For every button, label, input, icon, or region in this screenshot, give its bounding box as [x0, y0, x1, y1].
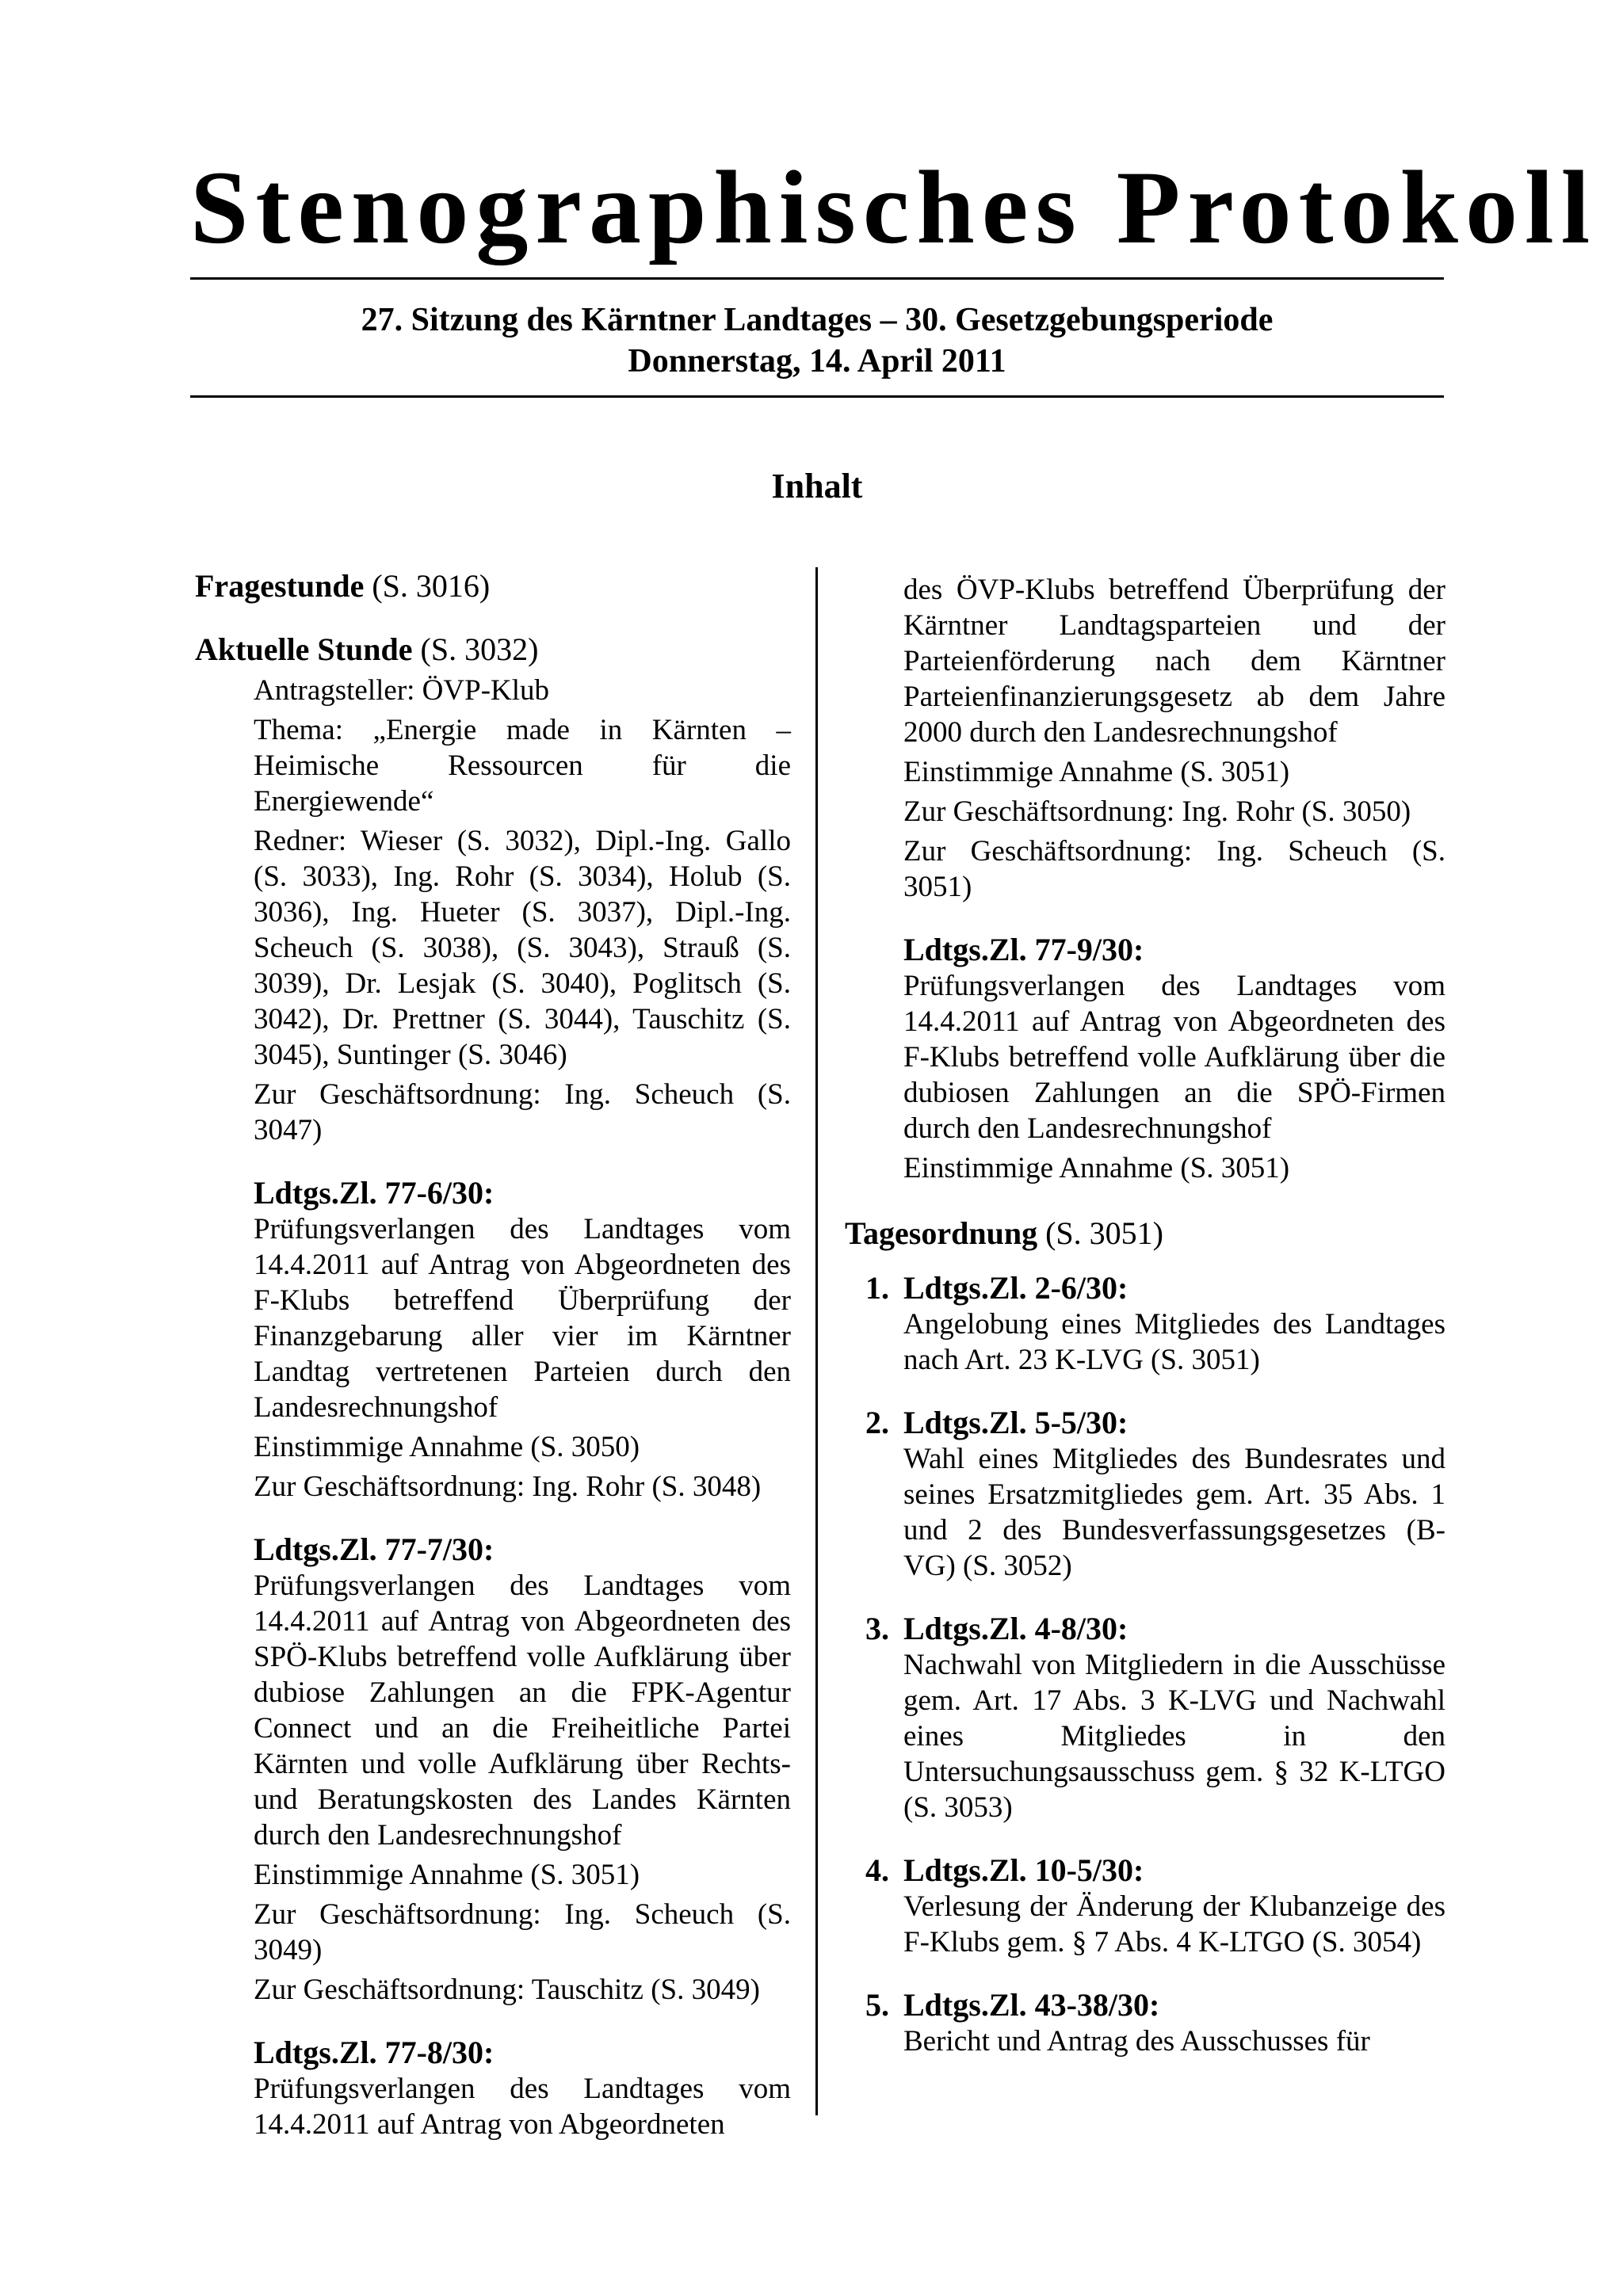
- geschaeftsordnung-text: Zur Geschäftsordnung: Ing. Scheuch (S. 3049): [254, 1898, 791, 1966]
- agenda-text: Verlesung der Änderung der Klubanzeige des F-Klubs gem. § 7 Abs. 4 K-LTGO (S. 3054): [903, 1890, 1445, 1958]
- antragsteller-text: Antragsteller: ÖVP-Klub: [254, 674, 550, 707]
- right-column: [845, 572, 1445, 2059]
- agenda-item: [845, 1852, 1445, 1960]
- agenda-item: [845, 1270, 1445, 1378]
- agenda-title: Ldtgs.Zl. 10-5/30:: [903, 1852, 1144, 1888]
- entry-text: Prüfungsverlangen des Landtages vom 14.4.2011 auf Antrag von Abgeordneten des F-Klubs betreffend Überprüfung der Finanzgebarung aller vier im Kärntner Landtag vertretenen Parteien durch den Landesrechnungshof: [254, 1213, 791, 1424]
- entry-text: Prüfungsverlangen des Landtages vom 14.4.2011 auf Antrag von Abgeordneten des F-Klubs betreffend volle Aufklärung über die dubiosen Zahlungen an die SPÖ-Firmen durch den Landesrechnungshof: [903, 970, 1445, 1145]
- agenda-item: [845, 1611, 1445, 1825]
- column-divider: [815, 567, 818, 2115]
- left-column: [195, 567, 791, 2142]
- entry-text: Prüfungsverlangen des Landtages vom 14.4.2011 auf Antrag von Abgeordneten des SPÖ-Klubs betreffend volle Aufklärung über dubiose Zahlungen an die FPK-Agentur Connect und an die Freiheitliche Partei Kärnten und volle Aufklärung über Rechts- und Beratungskosten des Landes Kärnten durch den Landesrechnungshof: [254, 1569, 791, 1852]
- agenda-number: 3.: [865, 1611, 889, 1646]
- agenda-title: Ldtgs.Zl. 2-6/30:: [903, 1270, 1128, 1306]
- annahme-text: Einstimmige Annahme (S. 3050): [254, 1431, 640, 1463]
- contents-heading: Inhalt: [771, 467, 863, 505]
- session-line: 27. Sitzung des Kärntner Landtages – 30. Gesetzgebungsperiode: [361, 302, 1274, 338]
- annahme-text: Einstimmige Annahme (S. 3051): [254, 1859, 640, 1891]
- section-page: (S. 3051): [1045, 1215, 1163, 1251]
- entry-title: Ldtgs.Zl. 77-7/30:: [254, 1531, 495, 1567]
- entry-title: Ldtgs.Zl. 77-6/30:: [254, 1175, 495, 1211]
- header-rule-bottom: [190, 395, 1444, 398]
- section-page: (S. 3016): [372, 568, 491, 604]
- entry-title: Ldtgs.Zl. 77-8/30:: [254, 2035, 495, 2070]
- agenda-text: Angelobung eines Mitgliedes des Landtages nach Art. 23 K-LVG (S. 3051): [903, 1308, 1445, 1376]
- agenda-title: Ldtgs.Zl. 5-5/30:: [903, 1405, 1128, 1440]
- thema-text: Thema: „Energie made in Kärnten – Heimische Ressourcen für die Energiewende“: [254, 714, 791, 818]
- geschaeftsordnung-text: Zur Geschäftsordnung: Ing. Scheuch (S. 3051): [903, 835, 1445, 903]
- section-label: Fragestunde: [195, 568, 365, 604]
- geschaeftsordnung-text: Zur Geschäftsordnung: Tauschitz (S. 3049): [254, 1974, 760, 2006]
- agenda-text: Nachwahl von Mitgliedern in die Ausschüsse gem. Art. 17 Abs. 3 K-LVG und Nachwahl eines Mitgliedes in den Untersuchungsausschuss gem. § 32 K-LTGO (S. 3053): [903, 1649, 1445, 1824]
- agenda-list: [845, 1270, 1445, 2059]
- document-title: Stenographisches Protokoll: [190, 149, 1598, 265]
- annahme-text: Einstimmige Annahme (S. 3051): [903, 756, 1290, 788]
- annahme-text: Einstimmige Annahme (S. 3051): [903, 1152, 1290, 1184]
- agenda-number: 4.: [865, 1852, 889, 1888]
- section-aktuelle-stunde: [195, 631, 791, 669]
- header-rule-top: [190, 277, 1444, 280]
- section-page: (S. 3032): [420, 631, 539, 667]
- agenda-item: [845, 1987, 1445, 2059]
- section-label: Aktuelle Stunde: [195, 631, 413, 667]
- agenda-number: 1.: [865, 1270, 889, 1306]
- entry-title: Ldtgs.Zl. 77-9/30:: [903, 932, 1144, 967]
- agenda-number: 5.: [865, 1987, 889, 2023]
- section-fragestunde: [195, 567, 791, 605]
- agenda-title: Ldtgs.Zl. 4-8/30:: [903, 1611, 1128, 1646]
- redner-text: Redner: Wieser (S. 3032), Dipl.-Ing. Gallo (S. 3033), Ing. Rohr (S. 3034), Holub (S. 3036), Ing. Hueter (S. 3037), Dipl.-Ing. Scheuch (S. 3038), (S. 3043), Strauß (S. 3039), Dr. Lesjak (S. 3040), Poglitsch (S. 3042), Dr. Prettner (S. 3044), Tauschitz (S. 3045), Suntinger (S. 3046): [254, 825, 791, 1071]
- section-label: Tagesordnung: [845, 1215, 1038, 1251]
- agenda-item: [845, 1405, 1445, 1584]
- agenda-text: Wahl eines Mitgliedes des Bundesrates und seines Ersatzmitgliedes gem. Art. 35 Abs. 1 und 2 des Bundesverfassungsgesetzes (B-VG) (S. 3052): [903, 1443, 1445, 1582]
- date-line: Donnerstag, 14. April 2011: [628, 343, 1006, 379]
- section-tagesordnung: [845, 1215, 1445, 1253]
- session-header: [190, 299, 1444, 382]
- entry-text: Prüfungsverlangen des Landtages vom 14.4.2011 auf Antrag von Abgeordneten: [254, 2073, 791, 2141]
- geschaeftsordnung-text: Zur Geschäftsordnung: Ing. Scheuch (S. 3047): [254, 1078, 791, 1146]
- agenda-title: Ldtgs.Zl. 43-38/30:: [903, 1987, 1160, 2023]
- agenda-number: 2.: [865, 1405, 889, 1440]
- entry-text-continued: des ÖVP-Klubs betreffend Überprüfung der Kärntner Landtagsparteien und der Parteienförderung nach dem Kärntner Parteienfinanzierungsgesetz ab dem Jahre 2000 durch den Landesrechnungshof: [903, 574, 1445, 749]
- geschaeftsordnung-text: Zur Geschäftsordnung: Ing. Rohr (S. 3050): [903, 795, 1411, 828]
- agenda-text: Bericht und Antrag des Ausschusses für: [903, 2025, 1370, 2058]
- geschaeftsordnung-text: Zur Geschäftsordnung: Ing. Rohr (S. 3048): [254, 1470, 762, 1503]
